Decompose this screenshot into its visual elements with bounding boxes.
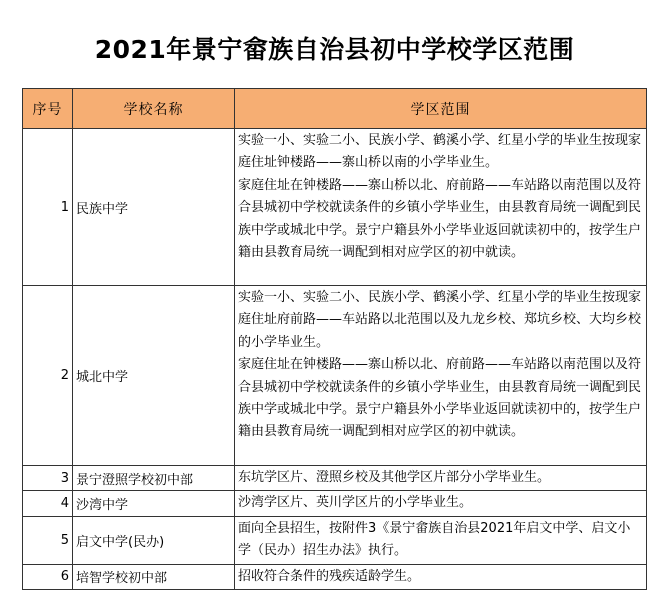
row-index: 5	[23, 516, 73, 564]
table-header-row	[23, 89, 647, 129]
district-area: 招收符合条件的残疾适龄学生。	[235, 564, 647, 589]
area-paragraph: 实验一小、实验二小、民族小学、鹤溪小学、红星小学的毕业生按现家庭住址钟楼路——寨山桥以南的小学毕业生。	[238, 133, 642, 171]
table-row	[23, 286, 647, 466]
page-title: 2021年景宁畲族自治县初中学校学区范围	[94, 35, 575, 64]
row-index: 4	[23, 491, 73, 516]
school-district-table	[22, 88, 647, 590]
school-name: 景宁澄照学校初中部	[73, 466, 235, 491]
district-area	[235, 129, 647, 286]
table-row	[23, 466, 647, 491]
table-row	[23, 491, 647, 516]
school-name: 城北中学	[73, 286, 235, 466]
area-paragraph: 家庭住址在钟楼路——寨山桥以北、府前路——车站路以南范围以及符合县城初中学校就读条件的乡镇小学毕业生，由县教育局统一调配到民族中学或城北中学。景宁户籍县外小学毕业返回就读初中的，按学生户籍由县教育局统一调配到相对应学区的初中就读。	[238, 177, 642, 261]
table-row	[23, 516, 647, 564]
area-paragraph: 家庭住址在钟楼路——寨山桥以北、府前路——车站路以南范围以及符合县城初中学校就读条件的乡镇小学毕业生，由县教育局统一调配到民族中学或城北中学。景宁户籍县外小学毕业返回就读初中的，按学生户籍由县教育局统一调配到相对应学区的初中就读。	[238, 357, 642, 440]
district-area: 面向全县招生，按附件3《景宁畲族自治县2021年启文中学、启文小学（民办）招生办法》执行。	[235, 516, 647, 564]
table-row	[23, 564, 647, 589]
school-name: 民族中学	[73, 129, 235, 286]
header-school-name: 学校名称	[73, 89, 235, 129]
school-name: 启文中学(民办)	[73, 516, 235, 564]
row-index: 2	[23, 286, 73, 466]
area-paragraph: 实验一小、实验二小、民族小学、鹤溪小学、红星小学的毕业生按现家庭住址府前路——车站路以北范围以及九龙乡校、郑坑乡校、大均乡校的小学毕业生。	[238, 290, 642, 350]
district-area	[235, 286, 647, 466]
row-index: 3	[23, 466, 73, 491]
district-area: 东坑学区片、澄照乡校及其他学区片部分小学毕业生。	[235, 466, 647, 491]
header-index: 序号	[23, 89, 73, 129]
district-area: 沙湾学区片、英川学区片的小学毕业生。	[235, 491, 647, 516]
school-name: 培智学校初中部	[73, 564, 235, 589]
row-index: 6	[23, 564, 73, 589]
row-index: 1	[23, 129, 73, 286]
header-district-area: 学区范围	[235, 89, 647, 129]
school-name: 沙湾中学	[73, 491, 235, 516]
table-row	[23, 129, 647, 286]
